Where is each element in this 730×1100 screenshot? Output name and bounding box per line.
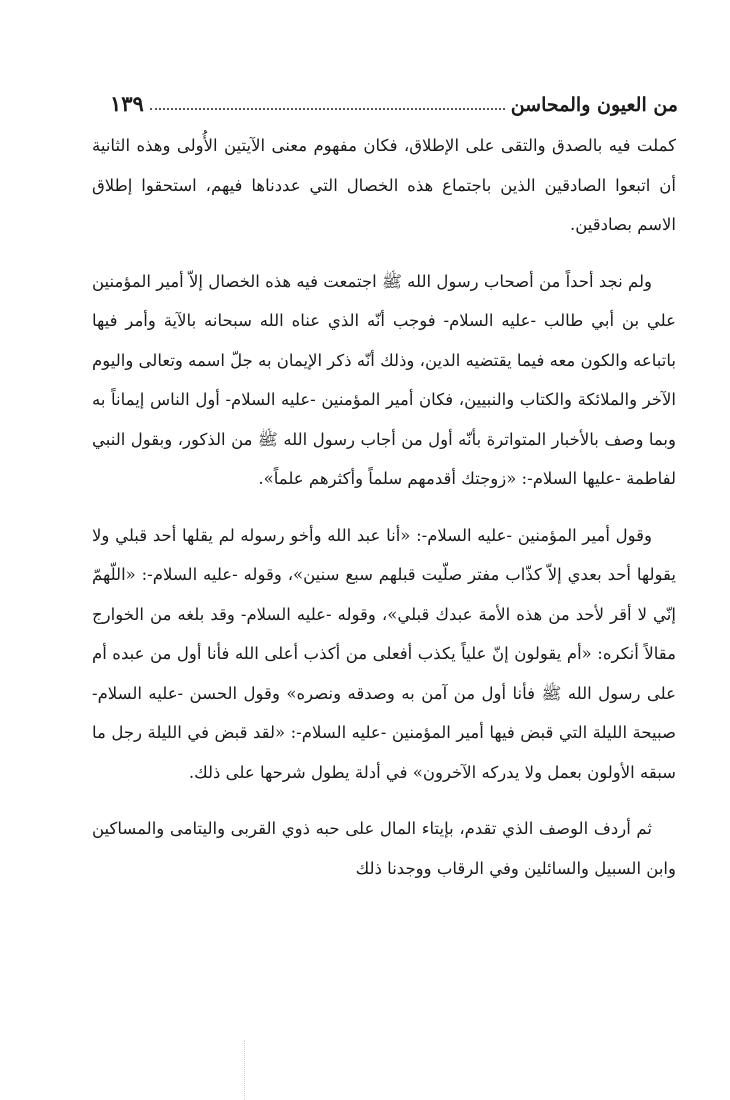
paragraph-4: ثم أردف الوصف الذي تقدم، بإيتاء المال على حبه ذوي القربى واليتامى والمساكين وابن السبيل والسائلين وفي الرقاب ووجدنا ذلك — [92, 819, 676, 878]
running-title: من العيون والمحاسن — [510, 94, 678, 116]
page-number: ١٣٩ — [110, 91, 144, 116]
header-dot-leader — [150, 107, 505, 110]
page-body — [92, 126, 676, 905]
paragraph-2: ولم نجد أحداً من أصحاب رسول الله ﷺ اجتمعت فيه هذه الخصال إلاّ أمير المؤمنين علي بن أبي طالب -عليه السلام- فوجب أنّه الذي عناه الله سبحانه بالآية وأمر فيها باتباعه والكون معه فيما يقتضيه الدين، وذلك أنّه ذكر الإيمان به جلّ اسمه وتعالى واليوم الآخر والملائكة والكتاب والنبيين، فكان أمير المؤمنين -عليه السلام- أول الناس إيماناً به وبما وصف بالأخبار المتواترة بأنّه أول من أجاب رسول الله ﷺ من الذكور، وبقول النبي لفاطمة -عليها السلام-: «زوجتك أقدمهم سلماً وأكثرهم علماً». — [91, 271, 676, 488]
running-header — [110, 80, 678, 116]
paragraph-3: وقول أمير المؤمنين -عليه السلام-: «أنا عبد الله وأخو رسوله لم يقلها أحد قبلي ولا يقولها أحد بعدي إلاّ كذّاب مفتر صلّيت قبلهم سبع سنين»، وقوله -عليه السلام-: «اللّهمّ إنّي لا أقر لأحد من هذه الأمة عبدك قبلي»، وقوله -عليه السلام- وقد بلغه من الخوارج مقالاً أنكره: «أم يقولون إنّ علياً يكذب أفعلى من أكذب أعلى الله فأنا أول من عبده أم على رسول الله ﷺ فأنا أول من آمن به وصدقه ونصره» وقول الحسن -عليه السلام- صبيحة الليلة التي قبض فيها أمير المؤمنين -عليه السلام-: «لقد قبض في الليلة رجل ما سبقه الأولون بعمل ولا يدركه الآخرون» في أدلة يطول شرحها على ذلك. — [92, 525, 676, 782]
page-gutter-line — [244, 1040, 246, 1100]
paragraph-1: كملت فيه بالصدق والتقى على الإطلاق، فكان مفهوم معنى الآيتين الأُولى وهذه الثانية أن اتبعوا الصادقين الذين باجتماع هذه الخصال التي عددناها فيهم، استحقوا إطلاق الاسم بصادقين. — [92, 136, 676, 234]
